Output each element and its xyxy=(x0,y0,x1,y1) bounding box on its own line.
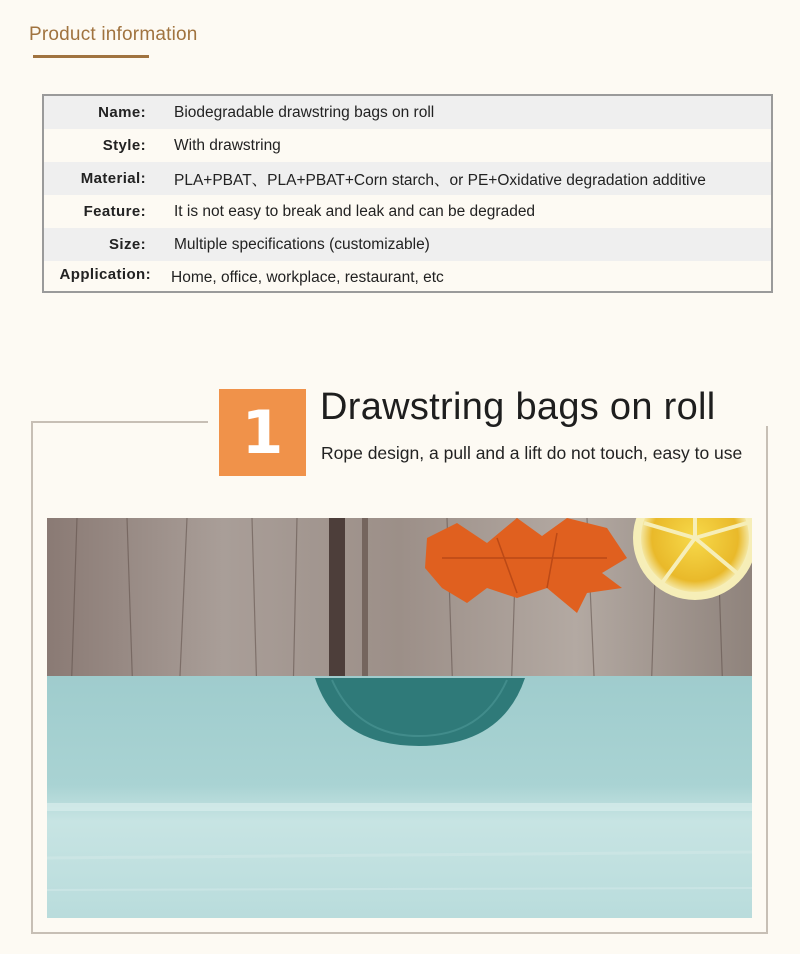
product-photo-illustration xyxy=(47,518,752,918)
spec-row-feature xyxy=(44,195,771,228)
spec-value: Home, office, workplace, restaurant, etc xyxy=(171,268,444,286)
spec-label: Name: xyxy=(98,104,146,121)
bag-fold-line xyxy=(47,803,752,811)
spec-label: Material: xyxy=(80,170,146,187)
spec-label: Application: xyxy=(59,266,151,283)
spec-label: Feature: xyxy=(83,203,146,220)
spec-value: With drawstring xyxy=(174,136,281,154)
spec-row-style xyxy=(44,129,771,162)
spec-row-material xyxy=(44,162,771,195)
spec-value: PLA+PBAT、PLA+PBAT+Corn starch、or PE+Oxidative degradation additive xyxy=(174,171,706,189)
spec-label: Size: xyxy=(108,236,146,253)
spec-row-application xyxy=(44,258,771,291)
product-photo xyxy=(47,518,752,918)
section-title: Product information xyxy=(29,24,198,45)
feature-number-badge: 1 xyxy=(219,389,306,476)
section-underline xyxy=(33,55,149,58)
feature-subtitle: Rope design, a pull and a lift do not touch, easy to use xyxy=(321,443,743,463)
spec-label: Style: xyxy=(102,137,146,154)
wood-plank-gap xyxy=(329,518,345,688)
spec-row-size xyxy=(44,228,771,261)
spec-value: Multiple specifications (customizable) xyxy=(174,235,430,253)
spec-table xyxy=(42,94,773,293)
spec-value: Biodegradable drawstring bags on roll xyxy=(174,103,435,121)
feature-title: Drawstring bags on roll xyxy=(320,386,716,428)
spec-value: It is not easy to break and leak and can be degraded xyxy=(174,202,536,220)
spec-row-name-text xyxy=(44,96,771,129)
